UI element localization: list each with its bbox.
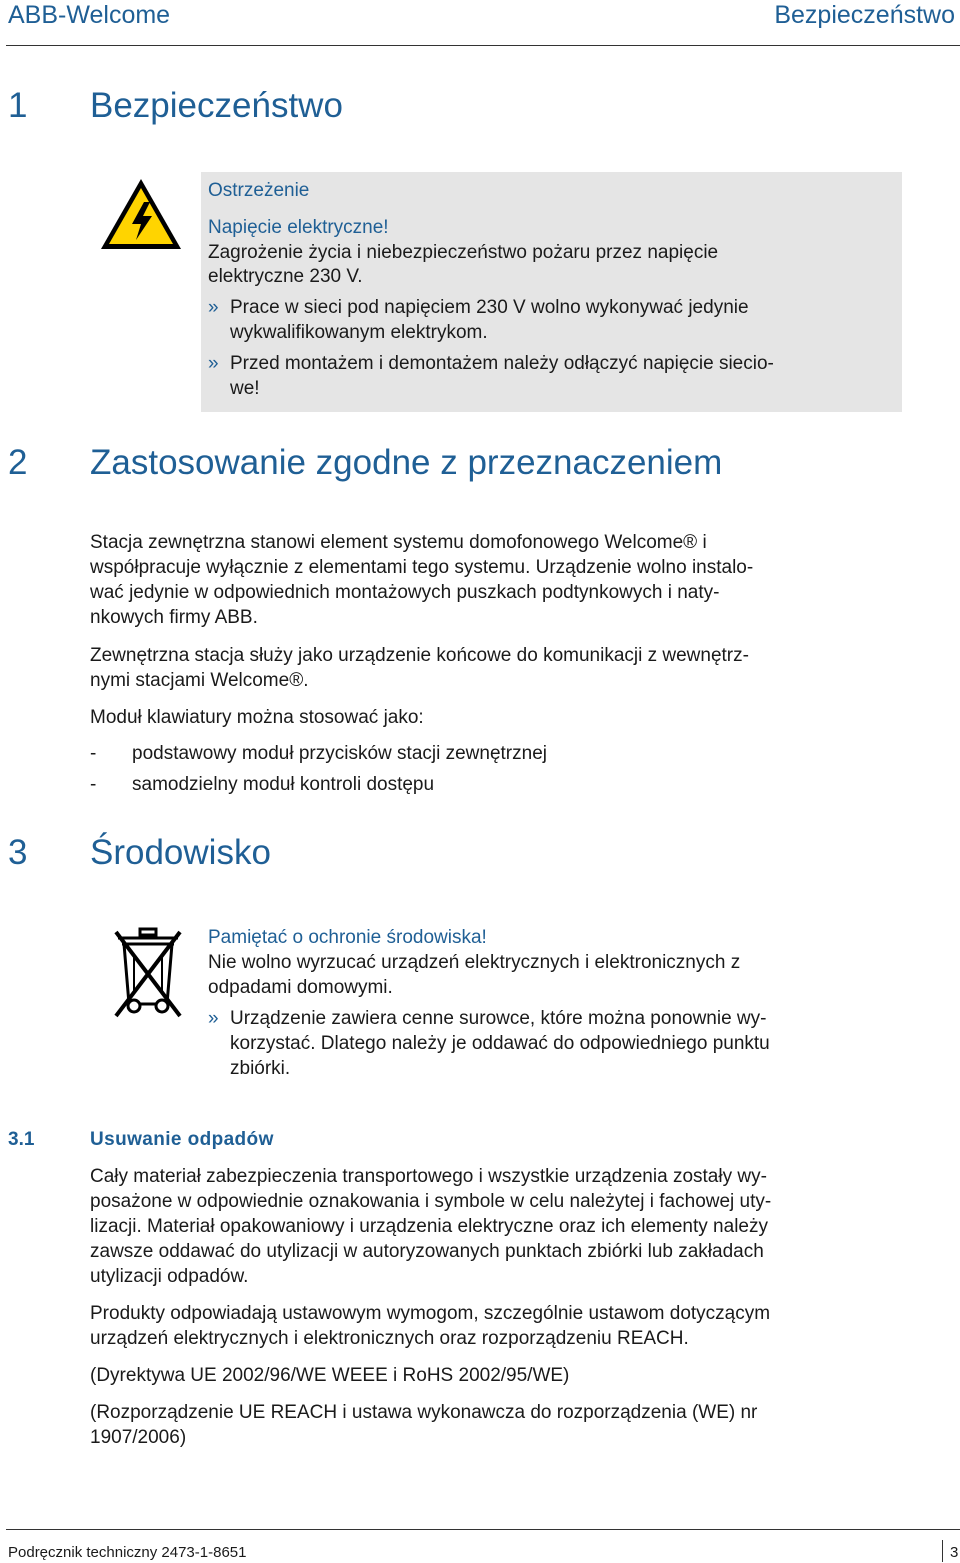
paragraph-line: wać jedynie w odpowiednich montażowych puszkach podtynkowych i naty- <box>90 582 720 603</box>
header-rule <box>6 45 960 46</box>
warning-subtitle: Napięcie elektryczne! <box>208 217 389 238</box>
bullet-glyph: » <box>208 1008 219 1029</box>
subsection-title: Usuwanie odpadów <box>90 1129 274 1150</box>
header-title: ABB-Welcome <box>8 1 171 29</box>
section1-number: 1 <box>8 86 28 125</box>
crossed-out-bin-icon <box>112 926 184 1018</box>
warning-bullet-line: Prace w sieci pod napięciem 230 V wolno wykonywać jedynie <box>230 297 749 318</box>
paragraph-line: nkowych firmy ABB. <box>90 607 258 628</box>
note-bullet-line: Urządzenie zawiera cenne surowce, które można ponownie wy- <box>230 1008 767 1029</box>
paragraph-line: posażone w odpowiednie oznakowania i symbole w celu należytej i fachowej uty- <box>90 1191 772 1212</box>
note-bullet-line: korzystać. Dlatego należy je oddawać do odpowiedniego punktu <box>230 1033 770 1054</box>
footer-document-id: Podręcznik techniczny 2473-1-8651 <box>8 1544 247 1561</box>
list-dash: - <box>90 774 97 795</box>
section2-title: Zastosowanie zgodne z przeznaczeniem <box>90 443 723 482</box>
warning-bullet-line: we! <box>230 378 260 399</box>
paragraph-line: utylizacji odpadów. <box>90 1266 249 1287</box>
high-voltage-warning-icon <box>98 176 184 252</box>
section2-number: 2 <box>8 443 28 482</box>
paragraph-line: (Dyrektywa UE 2002/96/WE WEEE i RoHS 2002/95/WE) <box>90 1365 570 1386</box>
header-section: Bezpieczeństwo <box>774 1 955 29</box>
warning-label: Ostrzeżenie <box>208 180 310 201</box>
paragraph-line: urządzeń elektrycznych i elektronicznych oraz rozporządzeniu REACH. <box>90 1328 689 1349</box>
paragraph-line: lizacji. Materiał opakowaniowy i urządzenia elektryczne oraz ich elementy należy <box>90 1216 768 1237</box>
footer-divider <box>942 1540 943 1562</box>
warning-bullet-line: wykwalifikowanym elektrykom. <box>230 322 488 343</box>
section3-number: 3 <box>8 833 28 872</box>
note-subtitle: Pamiętać o ochronie środowiska! <box>208 927 487 948</box>
paragraph-line: Moduł klawiatury można stosować jako: <box>90 707 424 728</box>
section3-title: Środowisko <box>90 833 271 872</box>
bullet-glyph: » <box>208 353 219 374</box>
paragraph-line: Stacja zewnętrzna stanowi element systemu domofonowego Welcome® i <box>90 532 707 553</box>
warning-text-line: elektryczne 230 V. <box>208 266 363 287</box>
list-item: podstawowy moduł przycisków stacji zewnętrznej <box>132 743 547 764</box>
warning-box <box>201 172 902 412</box>
note-text-line: Nie wolno wyrzucać urządzeń elektrycznych i elektronicznych z <box>208 952 741 973</box>
note-text-line: odpadami domowymi. <box>208 977 393 998</box>
list-item: samodzielny moduł kontroli dostępu <box>132 774 435 795</box>
bullet-glyph: » <box>208 297 219 318</box>
warning-text-line: Zagrożenie życia i niebezpieczeństwo pożaru przez napięcie <box>208 242 719 263</box>
paragraph-line: (Rozporządzenie UE REACH i ustawa wykonawcza do rozporządzenia (WE) nr <box>90 1402 758 1423</box>
paragraph-line: nymi stacjami Welcome®. <box>90 670 309 691</box>
page-number: 3 <box>950 1544 959 1561</box>
paragraph-line: zawsze oddawać do utylizacji w autoryzowanych punktach zbiórki lub zakładach <box>90 1241 764 1262</box>
footer-rule <box>6 1529 960 1530</box>
paragraph-line: Produkty odpowiadają ustawowym wymogom, szczególnie ustawom dotyczącym <box>90 1303 771 1324</box>
section1-title: Bezpieczeństwo <box>90 86 343 125</box>
subsection-number: 3.1 <box>8 1129 35 1150</box>
note-bullet-line: zbiórki. <box>230 1058 291 1079</box>
warning-bullet-line: Przed montażem i demontażem należy odłączyć napięcie siecio- <box>230 353 774 374</box>
paragraph-line: Cały materiał zabezpieczenia transportowego i wszystkie urządzenia zostały wy- <box>90 1166 767 1187</box>
paragraph-line: współpracuje wyłącznie z elementami tego systemu. Urządzenie wolno instalo- <box>90 557 754 578</box>
paragraph-line: Zewnętrzna stacja służy jako urządzenie końcowe do komunikacji z wewnętrz- <box>90 645 749 666</box>
list-dash: - <box>90 743 97 764</box>
paragraph-line: 1907/2006) <box>90 1427 187 1448</box>
